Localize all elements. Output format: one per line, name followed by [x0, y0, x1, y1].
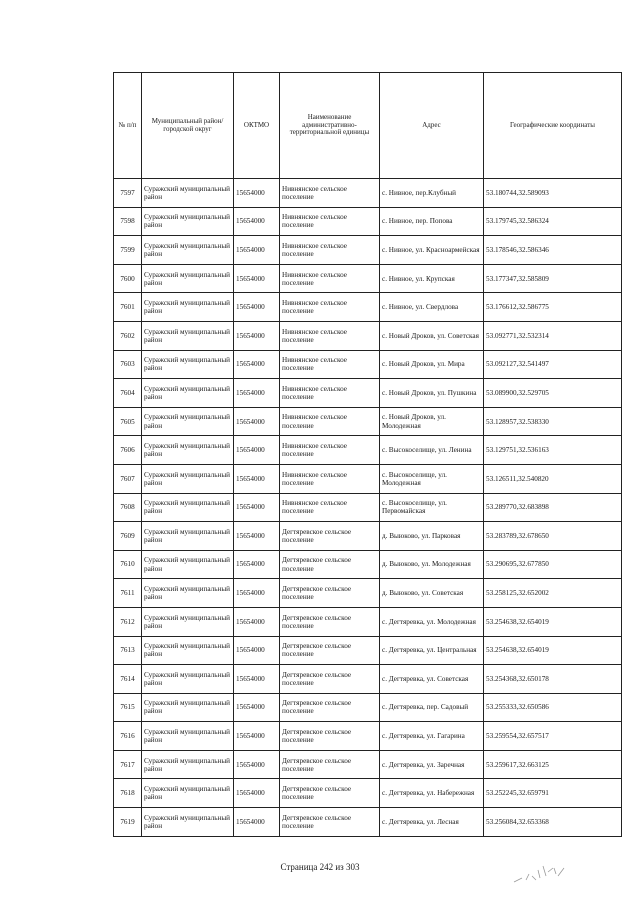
row-coordinates: 53.258125,32.652002 [484, 579, 622, 608]
row-coordinates: 53.254638,32.654019 [484, 607, 622, 636]
table-row [114, 722, 622, 751]
row-district: Суражский муниципальный район [142, 207, 234, 236]
row-oktmo: 15654000 [234, 464, 280, 493]
row-coordinates: 53.126511,32.540820 [484, 464, 622, 493]
table-row [114, 779, 622, 808]
row-district: Суражский муниципальный район [142, 379, 234, 408]
row-coordinates: 53.254368,32.650178 [484, 665, 622, 694]
row-coordinates: 53.179745,32.586324 [484, 207, 622, 236]
row-unit: Нивнянское сельское поселение [280, 379, 380, 408]
row-district: Суражский муниципальный район [142, 236, 234, 265]
table-row [114, 321, 622, 350]
table-row [114, 522, 622, 551]
header-district: Муниципальный район/городской округ [142, 73, 234, 179]
header-coordinates: Географические координаты [484, 73, 622, 179]
row-oktmo: 15654000 [234, 350, 280, 379]
row-number: 7600 [114, 264, 142, 293]
row-address: с. Дегтяревка, ул. Центральная [380, 636, 484, 665]
row-oktmo: 15654000 [234, 522, 280, 551]
row-unit: Нивнянское сельское поселение [280, 350, 380, 379]
row-unit: Нивнянское сельское поселение [280, 207, 380, 236]
row-district: Суражский муниципальный район [142, 665, 234, 694]
row-oktmo: 15654000 [234, 264, 280, 293]
row-oktmo: 15654000 [234, 407, 280, 436]
table-row [114, 579, 622, 608]
row-oktmo: 15654000 [234, 750, 280, 779]
row-address: с. Дегтяревка, ул. Советская [380, 665, 484, 694]
row-address: с. Нивное, ул. Свердлова [380, 293, 484, 322]
row-coordinates: 53.290695,32.677850 [484, 550, 622, 579]
table-row [114, 750, 622, 779]
row-coordinates: 53.259554,32.657517 [484, 722, 622, 751]
row-oktmo: 15654000 [234, 693, 280, 722]
row-oktmo: 15654000 [234, 207, 280, 236]
row-address: д. Выюково, ул. Советская [380, 579, 484, 608]
row-unit: Нивнянское сельское поселение [280, 464, 380, 493]
row-unit: Нивнянское сельское поселение [280, 179, 380, 208]
row-district: Суражский муниципальный район [142, 293, 234, 322]
row-district: Суражский муниципальный район [142, 493, 234, 522]
row-district: Суражский муниципальный район [142, 407, 234, 436]
table-row [114, 693, 622, 722]
row-oktmo: 15654000 [234, 636, 280, 665]
row-number: 7601 [114, 293, 142, 322]
row-coordinates: 53.177347,32.585809 [484, 264, 622, 293]
row-coordinates: 53.176612,32.586775 [484, 293, 622, 322]
row-number: 7619 [114, 808, 142, 837]
table-row [114, 636, 622, 665]
row-unit: Нивнянское сельское поселение [280, 321, 380, 350]
row-unit: Нивнянское сельское поселение [280, 436, 380, 465]
row-oktmo: 15654000 [234, 293, 280, 322]
row-oktmo: 15654000 [234, 236, 280, 265]
row-unit: Нивнянское сельское поселение [280, 407, 380, 436]
table-row [114, 665, 622, 694]
row-number: 7612 [114, 607, 142, 636]
row-address: с. Дегтяревка, ул. Гагарина [380, 722, 484, 751]
row-coordinates: 53.289770,32.683898 [484, 493, 622, 522]
row-address: с. Высокоселище, ул. Первомайская [380, 493, 484, 522]
row-address: с. Дегтяревка, ул. Набережная [380, 779, 484, 808]
row-oktmo: 15654000 [234, 436, 280, 465]
row-coordinates: 53.180744,32.589093 [484, 179, 622, 208]
header-row [114, 73, 622, 179]
row-address: д. Выюково, ул. Парковая [380, 522, 484, 551]
row-coordinates: 53.254638,32.654019 [484, 636, 622, 665]
row-address: с. Дегтяревка, пер. Садовый [380, 693, 484, 722]
table-row [114, 264, 622, 293]
table-row [114, 493, 622, 522]
header-unit: Наименование административно-территориальной единицы [280, 73, 380, 179]
row-address: с. Новый Дроков, ул. Пушкина [380, 379, 484, 408]
row-number: 7617 [114, 750, 142, 779]
row-address: с. Высокоселище, ул. Ленина [380, 436, 484, 465]
table-row [114, 179, 622, 208]
row-address: с. Высокоселище, ул. Молодежная [380, 464, 484, 493]
row-district: Суражский муниципальный район [142, 607, 234, 636]
row-address: с. Новый Дроков, ул. Советская [380, 321, 484, 350]
table-row [114, 379, 622, 408]
row-address: д. Выюково, ул. Молодежная [380, 550, 484, 579]
row-unit: Дегтяревское сельское поселение [280, 636, 380, 665]
row-address: с. Новый Дроков, ул. Мира [380, 350, 484, 379]
row-number: 7597 [114, 179, 142, 208]
row-oktmo: 15654000 [234, 379, 280, 408]
row-district: Суражский муниципальный район [142, 522, 234, 551]
row-number: 7609 [114, 522, 142, 551]
row-number: 7604 [114, 379, 142, 408]
row-number: 7613 [114, 636, 142, 665]
row-number: 7610 [114, 550, 142, 579]
row-number: 7608 [114, 493, 142, 522]
page-number: Страница 242 из 303 [280, 862, 360, 872]
table-row [114, 293, 622, 322]
row-unit: Дегтяревское сельское поселение [280, 750, 380, 779]
row-number: 7603 [114, 350, 142, 379]
row-number: 7616 [114, 722, 142, 751]
header-number: № п/п [114, 73, 142, 179]
row-unit: Нивнянское сельское поселение [280, 293, 380, 322]
row-district: Суражский муниципальный район [142, 550, 234, 579]
row-oktmo: 15654000 [234, 179, 280, 208]
row-district: Суражский муниципальный район [142, 808, 234, 837]
row-district: Суражский муниципальный район [142, 779, 234, 808]
row-unit: Дегтяревское сельское поселение [280, 779, 380, 808]
row-number: 7605 [114, 407, 142, 436]
row-address: с. Дегтяревка, ул. Заречная [380, 750, 484, 779]
row-oktmo: 15654000 [234, 665, 280, 694]
row-unit: Дегтяревское сельское поселение [280, 550, 380, 579]
row-coordinates: 53.092127,32.541497 [484, 350, 622, 379]
table-row [114, 236, 622, 265]
row-district: Суражский муниципальный район [142, 579, 234, 608]
table-row [114, 808, 622, 837]
row-oktmo: 15654000 [234, 808, 280, 837]
row-district: Суражский муниципальный район [142, 321, 234, 350]
row-number: 7598 [114, 207, 142, 236]
row-number: 7607 [114, 464, 142, 493]
row-coordinates: 53.255333,32.650586 [484, 693, 622, 722]
table-row [114, 436, 622, 465]
row-coordinates: 53.252245,32.659791 [484, 779, 622, 808]
row-address: с. Нивное, ул. Крупская [380, 264, 484, 293]
table-row [114, 407, 622, 436]
row-unit: Дегтяревское сельское поселение [280, 693, 380, 722]
row-oktmo: 15654000 [234, 607, 280, 636]
header-oktmo: ОКТМО [234, 73, 280, 179]
table-row [114, 464, 622, 493]
address-table [113, 72, 622, 837]
row-district: Суражский муниципальный район [142, 693, 234, 722]
header-address: Адрес [380, 73, 484, 179]
row-district: Суражский муниципальный район [142, 436, 234, 465]
row-number: 7599 [114, 236, 142, 265]
row-coordinates: 53.178546,32.586346 [484, 236, 622, 265]
row-address: с. Дегтяревка, ул. Лесная [380, 808, 484, 837]
row-unit: Нивнянское сельское поселение [280, 264, 380, 293]
signature-mark [510, 858, 570, 888]
row-oktmo: 15654000 [234, 722, 280, 751]
row-coordinates: 53.089900,32.529705 [484, 379, 622, 408]
table-row [114, 607, 622, 636]
table-row [114, 207, 622, 236]
table-row [114, 550, 622, 579]
row-unit: Дегтяревское сельское поселение [280, 808, 380, 837]
row-district: Суражский муниципальный район [142, 350, 234, 379]
row-oktmo: 15654000 [234, 321, 280, 350]
row-unit: Нивнянское сельское поселение [280, 493, 380, 522]
row-number: 7614 [114, 665, 142, 694]
row-unit: Дегтяревское сельское поселение [280, 579, 380, 608]
row-oktmo: 15654000 [234, 493, 280, 522]
row-unit: Дегтяревское сельское поселение [280, 607, 380, 636]
row-number: 7611 [114, 579, 142, 608]
row-address: с. Новый Дроков, ул. Молодежная [380, 407, 484, 436]
row-coordinates: 53.259617,32.663125 [484, 750, 622, 779]
row-coordinates: 53.092771,32.532314 [484, 321, 622, 350]
row-unit: Дегтяревское сельское поселение [280, 722, 380, 751]
row-district: Суражский муниципальный район [142, 464, 234, 493]
row-number: 7602 [114, 321, 142, 350]
row-address: с. Нивное, пер. Попова [380, 207, 484, 236]
row-district: Суражский муниципальный район [142, 722, 234, 751]
table-header [114, 73, 622, 179]
row-district: Суражский муниципальный район [142, 179, 234, 208]
row-district: Суражский муниципальный район [142, 264, 234, 293]
row-oktmo: 15654000 [234, 579, 280, 608]
row-district: Суражский муниципальный район [142, 636, 234, 665]
row-unit: Дегтяревское сельское поселение [280, 665, 380, 694]
row-address: с. Нивное, ул. Красноармейская [380, 236, 484, 265]
row-number: 7615 [114, 693, 142, 722]
table-body [114, 179, 622, 837]
row-oktmo: 15654000 [234, 550, 280, 579]
row-address: с. Дегтяревка, ул. Молодежная [380, 607, 484, 636]
row-address: с. Нивное, пер.Клубный [380, 179, 484, 208]
row-coordinates: 53.283789,32.678650 [484, 522, 622, 551]
row-district: Суражский муниципальный район [142, 750, 234, 779]
row-unit: Нивнянское сельское поселение [280, 236, 380, 265]
row-number: 7606 [114, 436, 142, 465]
row-oktmo: 15654000 [234, 779, 280, 808]
row-coordinates: 53.128957,32.538330 [484, 407, 622, 436]
table-row [114, 350, 622, 379]
row-number: 7618 [114, 779, 142, 808]
row-unit: Дегтяревское сельское поселение [280, 522, 380, 551]
row-coordinates: 53.256084,32.653368 [484, 808, 622, 837]
row-coordinates: 53.129751,32.536163 [484, 436, 622, 465]
